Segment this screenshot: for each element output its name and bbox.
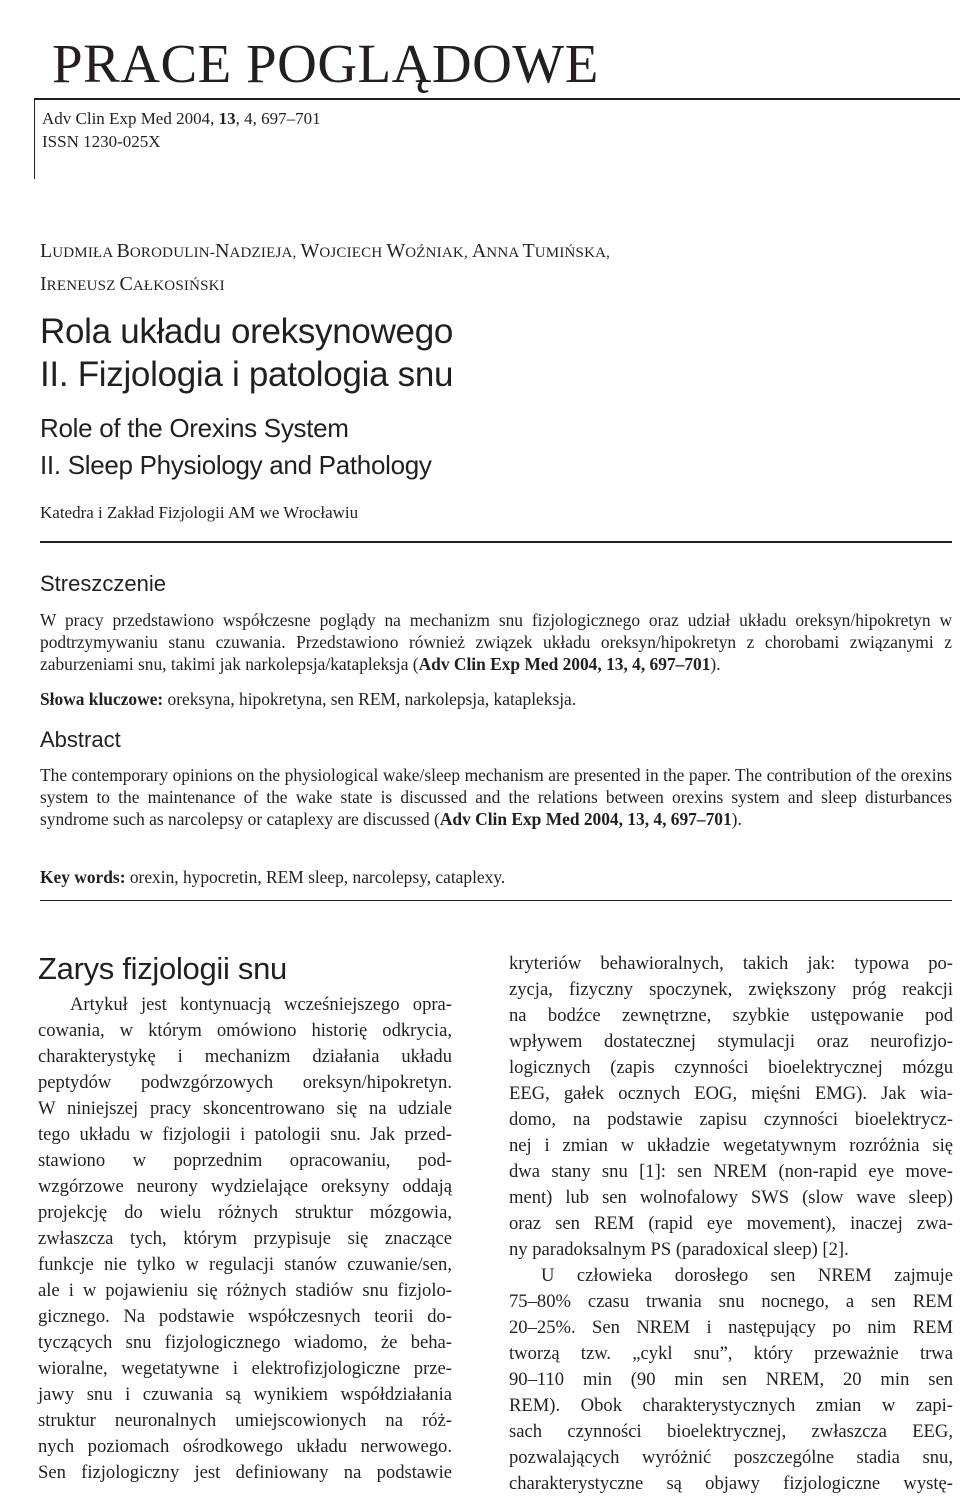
streszczenie-text (40, 609, 952, 675)
body-section-heading: Zarys fizjologii snu (38, 951, 287, 986)
author-name-rest: OŹNIAK, (405, 245, 472, 261)
author-initial: N (215, 240, 230, 262)
body-line: charakterystykę i mechanizm działania układu (38, 1046, 452, 1067)
body-line: projekcję do wielu różnych struktur mózgowia, (38, 1202, 452, 1223)
author-name-rest: UMIŃSKA, (534, 245, 611, 261)
title-polish (40, 310, 453, 396)
body-line: 20–25%. Sen NREM i następujący po nim REM (509, 1317, 953, 1338)
author-name-rest: OJCIECH (319, 245, 387, 261)
author-initial: I (40, 273, 47, 295)
abstract-body: The contemporary opinions on the physiological wake/sleep mechanism are presented in the paper. The contribution of the orexins system to the maintenance of the wake state is discussed and the relations between orexins system and sleep disturbances syndrome such as narcolepsy or cataplexy are discussed ( (40, 765, 952, 829)
body-line: na bodźce zewnętrzne, szybkie ustępowanie pod (509, 1005, 953, 1026)
body-line: peptydów podwzgórzowych oreksyn/hipokretyn. (38, 1072, 452, 1093)
body-right-text (509, 951, 953, 1497)
author-initial: B (116, 240, 130, 262)
author-name-rest: ADZIEJA, (229, 245, 301, 261)
body-line: ale i w pojawieniu się różnych stadiów snu fizjolo- (38, 1280, 452, 1301)
abstract-text (40, 764, 952, 830)
body-line: zycja, fizyczny spoczynek, zwiększony próg reakcji (509, 979, 953, 1000)
author-name-rest: UDMIŁA (52, 245, 117, 261)
body-line: domo, na podstawie zapisu czynności bioelektrycz- (509, 1109, 953, 1130)
section-title: PRACE POGLĄDOWE (52, 33, 599, 94)
issn: ISSN 1230-025X (42, 132, 161, 151)
body-line: sach czynności bioelektrycznej, zwłaszcza EEG, (509, 1421, 953, 1442)
author-initial: W (386, 240, 406, 262)
body-line: nych poziomach ośrodkowego układu nerwowego. (38, 1436, 452, 1457)
header-rule (34, 98, 960, 100)
author-name-rest: NNA (486, 245, 523, 261)
body-line: zwłaszcza tych, którym przypisuje się znaczące (38, 1228, 452, 1249)
section-header (34, 20, 960, 100)
affiliation: Katedra i Zakład Fizjologii AM we Wrocławiu (40, 503, 359, 522)
author-initial: L (40, 240, 53, 262)
author-name-rest: ORODULIN- (129, 245, 216, 261)
body-line: pozwalających wyróżnić poszczególne stadia snu, (509, 1447, 953, 1468)
keywords-pl: oreksyna, hipokretyna, sen REM, narkolepsja, katapleksja. (163, 689, 577, 709)
body-line: charakterystyczne są objawy fizjologiczne wystę- (509, 1473, 953, 1494)
body-line: wzgórzowe neurony wydzielające oreksyny oddają (38, 1176, 452, 1197)
streszczenie-body: W pracy przedstawiono współczesne poglądy na mechanizm snu fizjologicznego oraz udział układu oreksyn/hipokretyn w podtrzymywaniu stanu czuwania. Przedstawiono również związek układu oreksyn/hipokretyn z chorobami związanymi z zaburzeniami snu, takimi jak narkolepsja/katapleksja ( (40, 610, 952, 674)
body-line: oraz sen REM (rapid eye movement), inaczej zwa- (509, 1213, 953, 1234)
author-initial: A (471, 240, 487, 262)
body-line: ment) lub sen wolnofalowy SWS (slow wave sleep) (509, 1187, 953, 1208)
body-line: wpływem dostatecznej stymulacji oraz neurofizjo- (509, 1031, 953, 1052)
body-line: gicznego. Na podstawie współczesnych teorii do- (38, 1306, 452, 1327)
citation-prefix: Adv Clin Exp Med 2004, (42, 109, 219, 128)
body-line: funkcje nie tylko w regulacji stanów czuwanie/sen, (38, 1254, 452, 1275)
body-column-right (509, 951, 953, 1497)
title-english-line-1: Role of the Orexins System (40, 413, 349, 443)
body-line: nej i zmian w układzie wegetatywnym rozróżnia się (509, 1135, 953, 1156)
body-line: stawiono w poprzednim opracowaniu, pod- (38, 1150, 452, 1171)
body-line: Artykuł jest kontynuacją wcześniejszego opra- (70, 994, 452, 1015)
streszczenie-heading: Streszczenie (40, 571, 166, 596)
body-line: kryteriów behawioralnych, takich jak: typowa po- (509, 953, 953, 974)
body-line: 90–110 min (90 min sen NREM, 20 min sen (509, 1369, 953, 1390)
body-line: EEG, gałek ocznych EOG, mięśni EMG). Jak wia- (509, 1083, 953, 1104)
body-line: jawy snu i czuwania są wynikiem współdziałania (38, 1384, 452, 1405)
header-vertical-rule (34, 98, 35, 179)
title-polish-line-2: II. Fizjologia i patologia snu (40, 355, 454, 394)
body-line: tyczących snu fizjologicznego wiadomo, że beha- (38, 1332, 452, 1353)
abstract-heading: Abstract (40, 727, 121, 752)
body-line: U człowieka dorosłego sen NREM zajmuje (541, 1265, 953, 1286)
streszczenie-citation: Adv Clin Exp Med 2004, 13, 4, 697–701 (418, 654, 711, 674)
body-line: logicznych (zapis czynności bioelektrycznej mózgu (509, 1057, 953, 1078)
abstract-top-rule (40, 541, 952, 543)
author-initial: C (119, 273, 133, 295)
journal-metadata (42, 107, 321, 153)
body-line: REM). Obok charakterystycznych zmian w zapi- (509, 1395, 953, 1416)
citation-volume: 13 (218, 109, 236, 128)
body-left-text (38, 992, 452, 1486)
body-line: ny paradoksalnym PS (paradoxical sleep) [2]. (509, 1239, 849, 1260)
author-initial: W (300, 240, 320, 262)
authors (40, 236, 610, 302)
body-line: tworzą tzw. „cykl snu”, który przeważnie trwa (509, 1343, 953, 1364)
body-line: Sen fizjologiczny jest definiowany na podstawie (38, 1462, 452, 1483)
author-name-rest: AŁKOSIŃSKI (132, 278, 225, 294)
authors-line-2 (40, 269, 610, 302)
title-english-line-2: II. Sleep Physiology and Pathology (40, 450, 432, 480)
keywords-label-en: Key words: (40, 867, 126, 887)
body-line: 75–80% czasu trwania snu nocnego, a sen REM (509, 1291, 953, 1312)
body-column-left (38, 952, 452, 1486)
citation-suffix: , 4, 697–701 (235, 109, 321, 128)
abstract-tail: ). (731, 809, 742, 829)
body-line: dwa stany snu [1]: sen NREM (non-rapid eye move- (509, 1161, 953, 1182)
abstract-keywords (40, 867, 505, 888)
body-line: wioralne, wegetatywne i elektrofizjologiczne prze- (38, 1358, 452, 1379)
citation-line (42, 107, 321, 130)
abstract-citation: Adv Clin Exp Med 2004, 13, 4, 697–701 (439, 809, 732, 829)
authors-line-1 (40, 236, 610, 269)
title-english (40, 410, 432, 484)
keywords-en: orexin, hypocretin, REM sleep, narcolepsy, cataplexy. (125, 867, 506, 887)
author-initial: T (522, 240, 535, 262)
keywords-label-pl: Słowa kluczowe: (40, 689, 164, 709)
streszczenie-keywords (40, 689, 576, 710)
title-polish-line-1: Rola układu oreksynowego (40, 312, 454, 351)
body-line: struktur neuronalnych umiejscowionych na róż- (38, 1410, 452, 1431)
author-name-rest: RENEUSZ (46, 278, 120, 294)
body-line: W niniejszej pracy skoncentrowano się na udziale (38, 1098, 452, 1119)
abstract-bottom-rule (40, 900, 952, 901)
streszczenie-tail: ). (710, 654, 721, 674)
body-line: tego układu w fizjologii i patologii snu. Jak przed- (38, 1124, 452, 1145)
body-line: cowania, w którym omówiono historię odkrycia, (38, 1020, 452, 1041)
